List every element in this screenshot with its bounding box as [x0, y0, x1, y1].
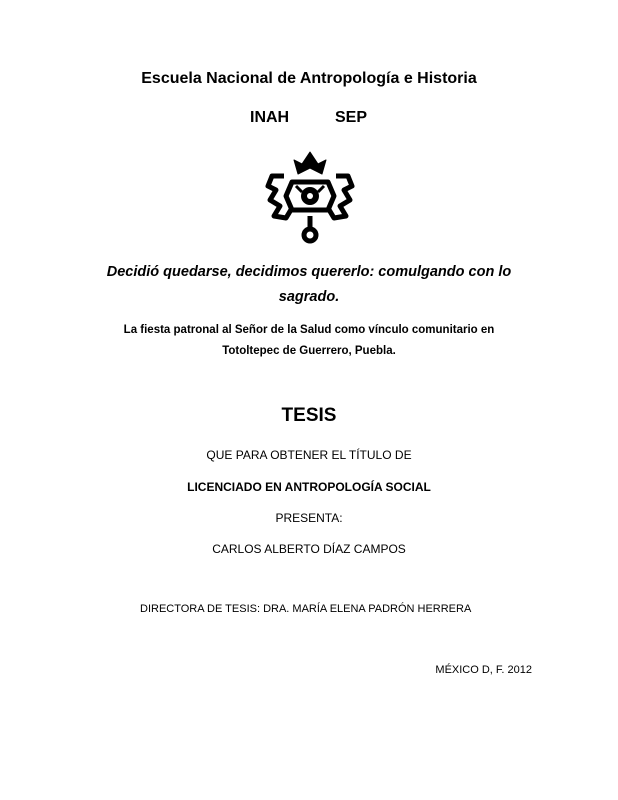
thesis-subtitle-line-1: La fiesta patronal al Señor de la Salud como vínculo comunitario en: [123, 324, 495, 336]
aztec-glyph-emblem-icon: [254, 146, 366, 246]
org-inah: INAH: [250, 109, 290, 126]
place-and-date: MÉXICO D, F. 2012: [435, 664, 532, 676]
thesis-heading: TESIS: [281, 405, 337, 426]
thesis-title-line-2: sagrado.: [278, 289, 340, 305]
thesis-director: DIRECTORA DE TESIS: DRA. MARÍA ELENA PADRÓN HERRERA: [140, 603, 472, 615]
degree-purpose: QUE PARA OBTENER EL TÍTULO DE: [206, 448, 412, 462]
org-sep: SEP: [335, 109, 368, 126]
thesis-title-line-1: Decidió quedarse, decidimos quererlo: comulgando con lo: [106, 264, 512, 280]
author-name: CARLOS ALBERTO DÍAZ CAMPOS: [212, 542, 406, 556]
degree-name: LICENCIADO EN ANTROPOLOGÍA SOCIAL: [187, 480, 431, 494]
school-name: Escuela Nacional de Antropología e Historia: [141, 70, 477, 87]
presents-label: PRESENTA:: [275, 511, 343, 525]
thesis-subtitle-line-2: Totoltepec de Guerrero, Puebla.: [222, 345, 396, 357]
